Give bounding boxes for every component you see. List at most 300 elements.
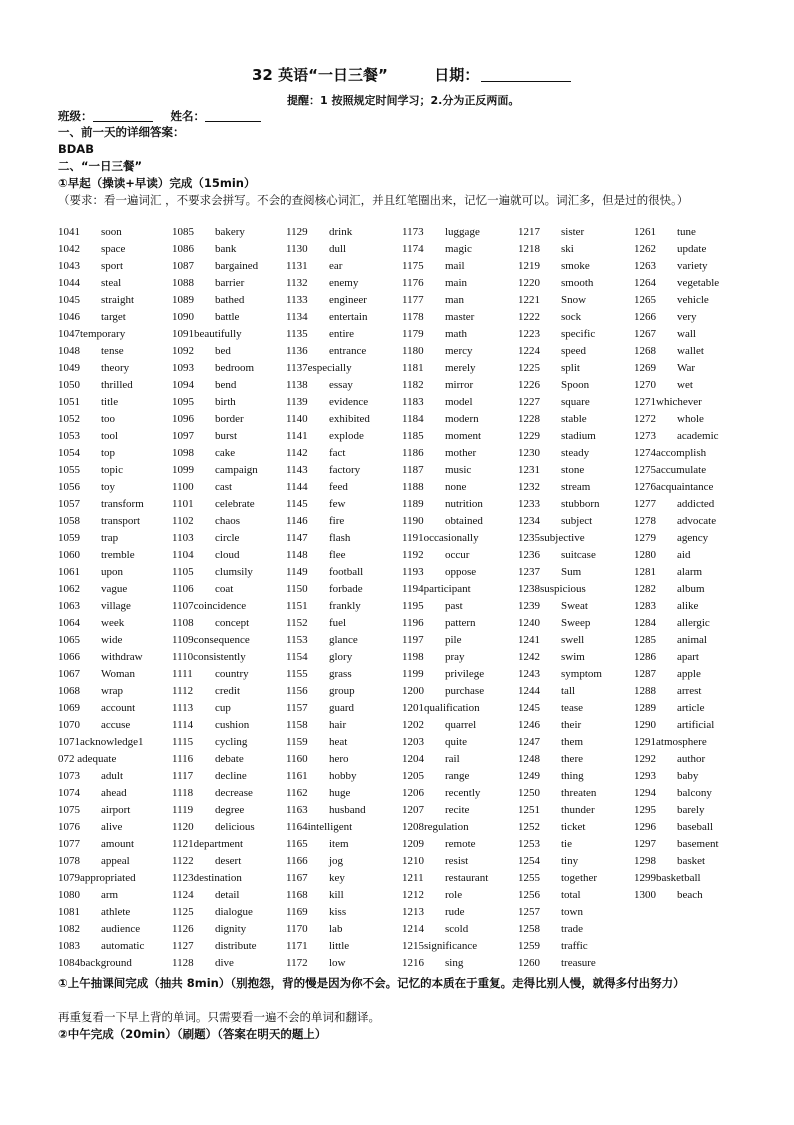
- vocab-number: 1201qualification: [402, 702, 480, 714]
- vocab-word: update: [677, 243, 707, 255]
- vocab-row: [58, 923, 748, 940]
- vocab-word: title: [101, 396, 119, 408]
- vocab-word: none: [445, 481, 467, 493]
- vocab-number: 1074: [58, 787, 80, 799]
- vocab-word: clumsily: [215, 566, 253, 578]
- vocab-number: 1144: [286, 481, 308, 493]
- vocab-number: 1207: [402, 804, 424, 816]
- vocab-row: [58, 770, 748, 787]
- vocab-number: 1206: [402, 787, 424, 799]
- vocab-word: smooth: [561, 277, 594, 289]
- vocab-number: 1191occasionally: [402, 532, 479, 544]
- vocab-number: 1143: [286, 464, 308, 476]
- vocab-number: 1279: [634, 532, 656, 544]
- vocab-number: 1258: [518, 923, 540, 935]
- vocab-word: concept: [215, 617, 250, 629]
- vocab-word: trap: [101, 532, 119, 544]
- vocab-word: target: [101, 311, 126, 323]
- vocab-number: 1080: [58, 889, 80, 901]
- vocab-word: rail: [445, 753, 460, 765]
- tip-text: 提醒：1 按照规定时间学习；2.分为正反两面。: [287, 94, 520, 107]
- vocab-number: 1107coincidence: [172, 600, 247, 612]
- vocab-word: occur: [445, 549, 470, 561]
- vocab-word: obtained: [445, 515, 483, 527]
- vocab-word: burst: [215, 430, 237, 442]
- vocab-number: 1226: [518, 379, 540, 391]
- vocab-number: 1262: [634, 243, 656, 255]
- vocab-number: 1259: [518, 940, 540, 952]
- vocab-number: 1050: [58, 379, 80, 391]
- vocab-word: symptom: [561, 668, 602, 680]
- morning-note: （要求：看一遍词汇 ，不要求会拼写。不会的查阅核心词汇，并且红笔圈出来，记忆一遍就可以。词汇多，但是过的很快。）: [58, 193, 689, 207]
- section1-heading: 一、前一天的详细答案：: [58, 125, 185, 139]
- vocab-number: 1211: [402, 872, 424, 884]
- vocab-word: steady: [561, 447, 590, 459]
- noon-heading: ①上午抽课间完成（抽共 8min）（别抱怨，背的慢是因为你不会。记忆的本质在于重复。走得比别人慢，就得多付出努力）: [58, 976, 685, 990]
- vocab-word: celebrate: [215, 498, 255, 510]
- vocab-number: 1088: [172, 277, 194, 289]
- vocab-row: [58, 787, 748, 804]
- vocab-number: 1090: [172, 311, 194, 323]
- vocab-number: 1161: [286, 770, 308, 782]
- vocab-word: alike: [677, 600, 699, 612]
- vocab-number: 1086: [172, 243, 194, 255]
- vocab-number: 1125: [172, 906, 194, 918]
- vocab-word: bank: [215, 243, 237, 255]
- vocab-number: 1140: [286, 413, 308, 425]
- page-title: [252, 64, 571, 85]
- vocab-word: dive: [215, 957, 234, 969]
- vocab-number: 1235subjective: [518, 532, 585, 544]
- vocab-number: 1195: [402, 600, 424, 612]
- vocab-word: bathed: [215, 294, 245, 306]
- vocab-row: [58, 294, 748, 311]
- vocab-number: 1066: [58, 651, 80, 663]
- vocab-word: kiss: [329, 906, 347, 918]
- vocab-number: 1216: [402, 957, 424, 969]
- vocab-word: ski: [561, 243, 574, 255]
- vocab-number: 1096: [172, 413, 194, 425]
- vocab-word: War: [677, 362, 696, 374]
- vocab-number: 1162: [286, 787, 308, 799]
- vocab-number: 1299basketball: [634, 872, 701, 884]
- vocab-word: village: [101, 600, 131, 612]
- vocab-word: magic: [445, 243, 472, 255]
- vocab-number: 1171: [286, 940, 308, 952]
- vocab-number: 1073: [58, 770, 80, 782]
- vocab-word: total: [561, 889, 581, 901]
- vocab-number: 1062: [58, 583, 80, 595]
- vocab-number: 1056: [58, 481, 80, 493]
- vocab-number: 1108: [172, 617, 194, 629]
- vocab-number: 1087: [172, 260, 194, 272]
- vocab-word: cast: [215, 481, 233, 493]
- vocab-word: account: [101, 702, 136, 714]
- vocab-number: 1274accomplish: [634, 447, 707, 459]
- vocab-number: 1094: [172, 379, 194, 391]
- vocab-number: 1290: [634, 719, 656, 731]
- vocab-number: 1266: [634, 311, 656, 323]
- vocab-word: jog: [329, 855, 344, 867]
- vocab-number: 1240: [518, 617, 540, 629]
- vocab-word: model: [445, 396, 473, 408]
- vocab-word: tall: [561, 685, 576, 697]
- vocab-number: 1057: [58, 498, 80, 510]
- vocab-number: 1202: [402, 719, 424, 731]
- vocab-number: 1233: [518, 498, 540, 510]
- vocab-row: [58, 872, 748, 889]
- vocab-word: arm: [101, 889, 119, 901]
- vocab-word: mail: [445, 260, 465, 272]
- vocab-number: 1208regulation: [402, 821, 469, 833]
- vocab-number: 1273: [634, 430, 656, 442]
- vocab-word: there: [561, 753, 583, 765]
- vocab-word: topic: [101, 464, 123, 476]
- vocab-word: speed: [561, 345, 587, 357]
- vocab-number: 1042: [58, 243, 80, 255]
- vocab-word: adult: [101, 770, 123, 782]
- vocab-word: border: [215, 413, 244, 425]
- vocab-number: 1199: [402, 668, 424, 680]
- vocab-number: 1222: [518, 311, 540, 323]
- vocab-number: 1097: [172, 430, 194, 442]
- vocab-word: explode: [329, 430, 364, 442]
- vocab-number: 1128: [172, 957, 194, 969]
- vocab-word: athlete: [101, 906, 131, 918]
- vocab-word: recite: [445, 804, 470, 816]
- vocab-word: audience: [101, 923, 141, 935]
- vocab-number: 1138: [286, 379, 308, 391]
- vocab-number: 1127: [172, 940, 194, 952]
- vocab-number: 1122: [172, 855, 194, 867]
- vocab-number: 1205: [402, 770, 424, 782]
- vocab-word: grass: [329, 668, 352, 680]
- vocab-word: drink: [329, 226, 353, 238]
- vocab-row: [58, 634, 748, 651]
- vocab-number: 1131: [286, 260, 308, 272]
- vocab-number: 1061: [58, 566, 80, 578]
- vocab-word: specific: [561, 328, 596, 340]
- vocab-number: 1192: [402, 549, 424, 561]
- vocab-word: wet: [677, 379, 693, 391]
- vocab-word: heat: [329, 736, 348, 748]
- vocab-number: 1103: [172, 532, 194, 544]
- vocab-word: advocate: [677, 515, 717, 527]
- vocab-number: 1098: [172, 447, 194, 459]
- vocab-word: hobby: [329, 770, 357, 782]
- name-blank: [205, 109, 261, 122]
- vocab-word: ear: [329, 260, 343, 272]
- vocab-number: 1218: [518, 243, 540, 255]
- vocab-word: stadium: [561, 430, 596, 442]
- vocab-number: 1236: [518, 549, 540, 561]
- vocab-word: smoke: [561, 260, 590, 272]
- vocab-number: 1068: [58, 685, 80, 697]
- date-blank: [481, 67, 571, 82]
- vocab-word: sing: [445, 957, 464, 969]
- vocab-word: decline: [215, 770, 247, 782]
- vocab-word: mother: [445, 447, 477, 459]
- vocab-word: rude: [445, 906, 465, 918]
- vocab-word: week: [101, 617, 125, 629]
- vocab-row: [58, 379, 748, 396]
- vocab-word: ahead: [101, 787, 127, 799]
- vocab-word: engineer: [329, 294, 367, 306]
- vocab-word: past: [445, 600, 463, 612]
- vocab-number: 1215significance: [402, 940, 478, 952]
- vocab-word: flee: [329, 549, 346, 561]
- vocab-number: 1079appropriated: [58, 872, 136, 884]
- vocab-number: 1293: [634, 770, 656, 782]
- vocab-number: 1251: [518, 804, 540, 816]
- vocab-word: role: [445, 889, 463, 901]
- vocab-row: [58, 362, 748, 379]
- vocab-number: 1082: [58, 923, 80, 935]
- vocab-number: 1109consequence: [172, 634, 250, 646]
- vocab-number: 1243: [518, 668, 540, 680]
- vocab-word: exhibited: [329, 413, 370, 425]
- vocab-word: Spoon: [561, 379, 590, 391]
- vocab-word: man: [445, 294, 464, 306]
- vocab-number: 1129: [286, 226, 308, 238]
- vocab-word: enemy: [329, 277, 359, 289]
- vocab-word: very: [677, 311, 697, 323]
- morning-heading: ①早起（操读+早读）完成（15min）: [58, 176, 256, 190]
- section2-heading: 二、“一日三餐”: [58, 159, 143, 173]
- vocab-number: 1059: [58, 532, 80, 544]
- vocab-number: 1164intelligent: [286, 821, 353, 833]
- vocab-number: 1095: [172, 396, 194, 408]
- vocab-number: 1130: [286, 243, 308, 255]
- vocab-row: [58, 277, 748, 294]
- vocab-number: 1147: [286, 532, 308, 544]
- vocab-number: 1252: [518, 821, 540, 833]
- vocab-number: 1111: [172, 668, 193, 680]
- midday-heading: ②中午完成（20min）（刷题）（答案在明天的题上）: [58, 1027, 327, 1041]
- vocab-word: battle: [215, 311, 240, 323]
- vocab-number: 1172: [286, 957, 308, 969]
- vocab-word: remote: [445, 838, 476, 850]
- vocab-word: feed: [329, 481, 348, 493]
- vocab-number: 1112: [172, 685, 194, 697]
- vocab-number: 1184: [402, 413, 424, 425]
- vocab-number: 1276acquaintance: [634, 481, 714, 493]
- vocab-row: [58, 889, 748, 906]
- vocab-number: 1232: [518, 481, 540, 493]
- vocab-number: 1257: [518, 906, 540, 918]
- vocab-row: [58, 617, 748, 634]
- vocab-word: vehicle: [677, 294, 709, 306]
- vocab-number: 1153: [286, 634, 308, 646]
- vocab-number: 1272: [634, 413, 656, 425]
- vocab-number: 1121department: [172, 838, 244, 850]
- vocab-number: 1119: [172, 804, 194, 816]
- vocab-number: 1285: [634, 634, 656, 646]
- vocab-number: 1187: [402, 464, 424, 476]
- vocab-word: baby: [677, 770, 699, 782]
- vocab-word: item: [329, 838, 349, 850]
- vocab-number: 1203: [402, 736, 424, 748]
- vocab-word: swim: [561, 651, 585, 663]
- vocab-word: pile: [445, 634, 462, 646]
- vocab-number: 1213: [402, 906, 424, 918]
- vocab-word: tune: [677, 226, 696, 238]
- vocab-word: hair: [329, 719, 347, 731]
- vocab-number: 1173: [402, 226, 424, 238]
- vocab-word: accuse: [101, 719, 131, 731]
- vocab-word: tool: [101, 430, 119, 442]
- vocab-word: wide: [101, 634, 123, 646]
- vocab-number: 1052: [58, 413, 80, 425]
- vocab-number: 1055: [58, 464, 80, 476]
- vocab-number: 1255: [518, 872, 540, 884]
- vocab-number: 1089: [172, 294, 194, 306]
- vocab-word: artificial: [677, 719, 715, 731]
- vocab-number: 1265: [634, 294, 656, 306]
- vocab-word: modern: [445, 413, 479, 425]
- vocab-row: [58, 719, 748, 736]
- vocab-word: birth: [215, 396, 236, 408]
- vocab-number: 1234: [518, 515, 540, 527]
- vocab-number: 1197: [402, 634, 424, 646]
- vocab-word: top: [101, 447, 116, 459]
- vocab-word: chaos: [215, 515, 241, 527]
- vocab-number: 1065: [58, 634, 80, 646]
- vocab-number: 1165: [286, 838, 308, 850]
- vocab-number: 1091beautifully: [172, 328, 242, 340]
- vocab-row: [58, 668, 748, 685]
- vocab-row: [58, 345, 748, 362]
- vocab-number: 1156: [286, 685, 308, 697]
- vocab-number: 1220: [518, 277, 540, 289]
- vocab-number: 1189: [402, 498, 424, 510]
- vocab-number: 1118: [172, 787, 194, 799]
- vocab-number: 1044: [58, 277, 80, 289]
- vocab-number: 1248: [518, 753, 540, 765]
- vocab-word: moment: [445, 430, 482, 442]
- vocab-number: 1070: [58, 719, 80, 731]
- vocab-number: 1219: [518, 260, 540, 272]
- vocab-number: 1210: [402, 855, 424, 867]
- vocab-number: 1167: [286, 872, 308, 884]
- vocab-word: stubborn: [561, 498, 600, 510]
- vocab-number: 1217: [518, 226, 540, 238]
- vocab-word: town: [561, 906, 583, 918]
- vocab-number: 1209: [402, 838, 424, 850]
- vocab-number: 1060: [58, 549, 80, 561]
- vocab-word: master: [445, 311, 475, 323]
- vocab-word: addicted: [677, 498, 715, 510]
- vocab-word: them: [561, 736, 583, 748]
- vocab-word: bargained: [215, 260, 259, 272]
- vocab-row: [58, 447, 748, 464]
- vocab-number: 1113: [172, 702, 194, 714]
- vocab-number: 1134: [286, 311, 308, 323]
- vocab-word: detail: [215, 889, 240, 901]
- vocab-number: 1224: [518, 345, 540, 357]
- vocab-word: appeal: [101, 855, 130, 867]
- vocab-word: purchase: [445, 685, 485, 697]
- vocab-row: [58, 311, 748, 328]
- vocab-word: dignity: [215, 923, 247, 935]
- vocab-number: 1160: [286, 753, 308, 765]
- vocab-word: animal: [677, 634, 707, 646]
- vocab-word: kill: [329, 889, 344, 901]
- vocab-word: trade: [561, 923, 583, 935]
- vocab-number: 1200: [402, 685, 424, 697]
- vocab-word: circle: [215, 532, 240, 544]
- vocab-word: little: [329, 940, 350, 952]
- vocab-word: bend: [215, 379, 237, 391]
- vocab-number: 1298: [634, 855, 656, 867]
- vocab-word: stone: [561, 464, 585, 476]
- vocab-word: ticket: [561, 821, 586, 833]
- vocab-number: 1275accumulate: [634, 464, 707, 476]
- vocab-number: 1241: [518, 634, 540, 646]
- name-label: 姓名：: [170, 109, 206, 123]
- vocab-word: sock: [561, 311, 582, 323]
- vocab-word: bed: [215, 345, 231, 357]
- vocab-word: tie: [561, 838, 572, 850]
- vocab-word: automatic: [101, 940, 145, 952]
- vocab-number: 1186: [402, 447, 424, 459]
- vocab-number: 1246: [518, 719, 540, 731]
- vocab-number: 1081: [58, 906, 80, 918]
- vocab-word: tease: [561, 702, 583, 714]
- vocab-number: 1139: [286, 396, 308, 408]
- vocab-word: credit: [215, 685, 241, 697]
- vocab-word: range: [445, 770, 470, 782]
- vocab-number: 1261: [634, 226, 656, 238]
- vocab-word: mirror: [445, 379, 474, 391]
- title-text: 32 英语“一日三餐”: [252, 66, 388, 84]
- vocab-number: 1244: [518, 685, 540, 697]
- vocab-word: group: [329, 685, 355, 697]
- vocab-number: 1288: [634, 685, 656, 697]
- vocab-word: restaurant: [445, 872, 489, 884]
- vocab-word: toy: [101, 481, 116, 493]
- vocab-word: distribute: [215, 940, 257, 952]
- vocab-number: 1193: [402, 566, 424, 578]
- vocab-word: math: [445, 328, 467, 340]
- vocab-word: together: [561, 872, 598, 884]
- vocab-number: 1115: [172, 736, 194, 748]
- vocab-number: 1117: [172, 770, 194, 782]
- vocab-number: 1271whichever: [634, 396, 702, 408]
- vocab-number: 1289: [634, 702, 656, 714]
- vocab-row: [58, 804, 748, 821]
- vocab-word: Sweat: [561, 600, 588, 612]
- vocab-number: 1142: [286, 447, 308, 459]
- vocab-number: 1185: [402, 430, 424, 442]
- vocab-number: 1071acknowledge1: [58, 736, 144, 748]
- vocab-number: 1148: [286, 549, 308, 561]
- vocab-word: lab: [329, 923, 343, 935]
- vocab-word: entertain: [329, 311, 368, 323]
- vocab-number: 1106: [172, 583, 194, 595]
- vocab-number: 1230: [518, 447, 540, 459]
- vocab-number: 1280: [634, 549, 656, 561]
- vocab-number: 1260: [518, 957, 540, 969]
- vocab-word: quite: [445, 736, 467, 748]
- vocab-number: 1105: [172, 566, 194, 578]
- vocab-number: 1085: [172, 226, 194, 238]
- vocab-row: [58, 396, 748, 413]
- vocab-row: [58, 855, 748, 872]
- vocab-word: barrier: [215, 277, 245, 289]
- vocab-word: coat: [215, 583, 234, 595]
- vocab-number: 1188: [402, 481, 424, 493]
